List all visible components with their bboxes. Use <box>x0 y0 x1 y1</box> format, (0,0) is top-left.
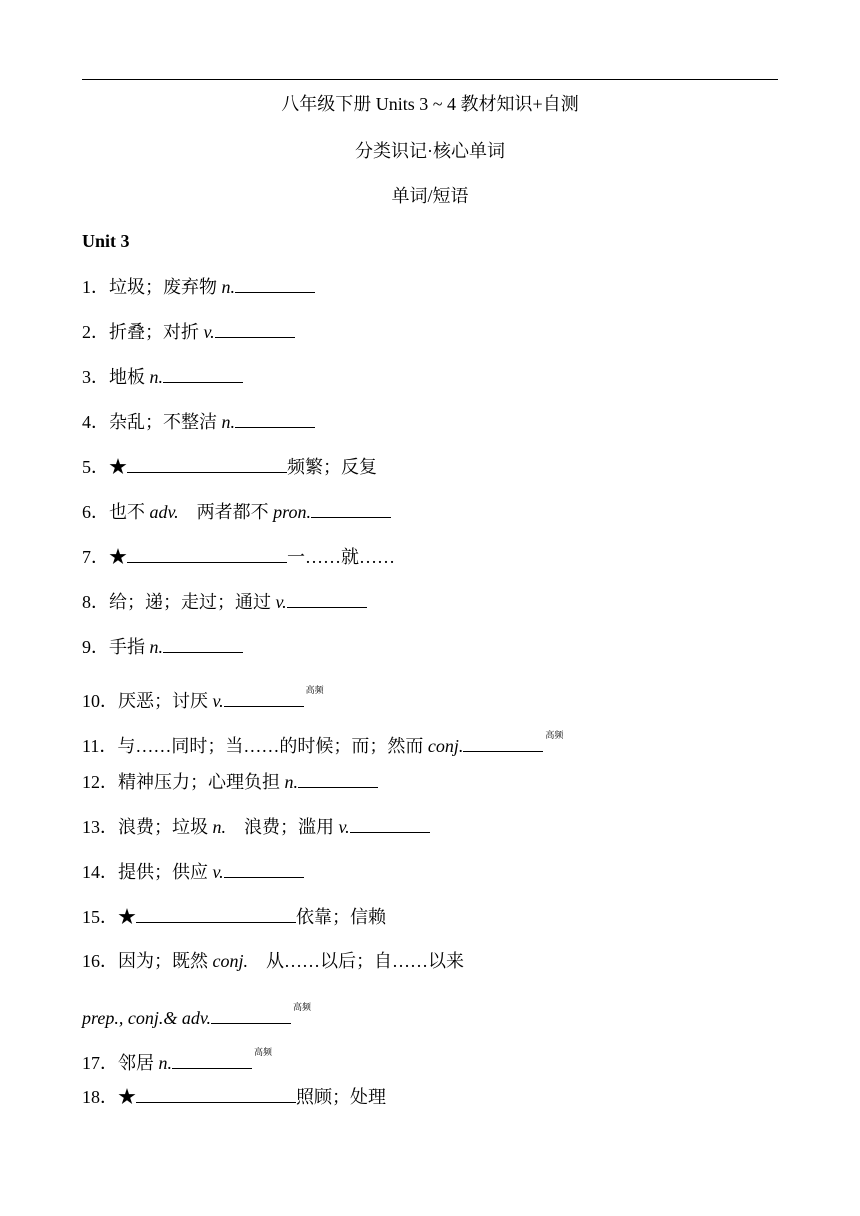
unit-heading: Unit 3 <box>82 231 130 251</box>
list-item: 10．厌恶；讨厌 v. $^{高频}$ <box>82 686 324 711</box>
high-frequency-tag: 高频 <box>545 731 564 741</box>
list-item: 11．与……同时；当……的时候；而；然而 conj. $^{高频}$ <box>82 731 564 756</box>
answer-blank[interactable] <box>224 688 304 707</box>
answer-blank[interactable] <box>235 274 315 293</box>
answer-blank[interactable] <box>235 409 315 428</box>
page-subtitle: 分类识记·核心单词 <box>355 141 505 161</box>
answer-blank[interactable] <box>287 589 367 608</box>
answer-blank[interactable] <box>172 1050 252 1069</box>
answer-blank[interactable] <box>136 904 296 923</box>
list-item: 12．精神压力；心理负担 n. <box>82 769 378 794</box>
answer-blank[interactable] <box>463 733 543 752</box>
list-item: 17．邻居 n. $^{高频}$ <box>82 1048 273 1073</box>
answer-blank[interactable] <box>163 364 243 383</box>
answer-blank[interactable] <box>211 1005 291 1024</box>
answer-blank[interactable] <box>127 544 287 563</box>
list-item: 2．折叠；对折 v. <box>82 319 295 344</box>
answer-blank[interactable] <box>127 454 287 473</box>
list-item: 4．杂乱；不整洁 n. <box>82 409 315 434</box>
answer-blank[interactable] <box>215 319 295 338</box>
answer-blank[interactable] <box>350 814 430 833</box>
star-icon: ★ <box>109 457 127 477</box>
answer-blank[interactable] <box>136 1084 296 1103</box>
star-icon: ★ <box>118 907 136 927</box>
star-icon: ★ <box>118 1087 136 1107</box>
star-icon: ★ <box>109 547 127 567</box>
list-item: 7．★ 一……就…… <box>82 544 395 569</box>
list-item: 13．浪费；垃圾 n. 浪费；滥用 v. <box>82 814 430 839</box>
list-item: 15．★ 依靠；信赖 <box>82 904 386 929</box>
list-item: 5．★ 频繁；反复 <box>82 454 377 479</box>
list-item: 1．垃圾；废弃物 n. <box>82 274 315 299</box>
list-item: 8．给；递；走过；通过 v. <box>82 589 367 614</box>
list-item: 9．手指 n. <box>82 634 243 659</box>
list-item: 14．提供；供应 v. <box>82 859 304 884</box>
top-rule <box>82 79 778 80</box>
high-frequency-tag: 高频 <box>305 686 324 696</box>
answer-blank[interactable] <box>298 769 378 788</box>
answer-blank[interactable] <box>311 499 391 518</box>
section-label: 单词/短语 <box>391 186 469 206</box>
answer-blank[interactable] <box>224 859 304 878</box>
list-item-continuation: prep., conj.& adv. $^{高频}$ <box>82 1003 311 1028</box>
list-item: 18．★ 照顾；处理 <box>82 1084 386 1109</box>
high-frequency-tag: 高频 <box>254 1048 273 1058</box>
list-item: 6．也不 adv. 两者都不 pron. <box>82 499 391 524</box>
page-title: 八年级下册 Units 3 ~ 4 教材知识+自测 <box>281 94 579 114</box>
list-item: 16．因为；既然 conj. 从……以后；自……以来 <box>82 951 464 971</box>
answer-blank[interactable] <box>163 634 243 653</box>
list-item: 3．地板 n. <box>82 364 243 389</box>
high-frequency-tag: 高频 <box>292 1003 311 1013</box>
